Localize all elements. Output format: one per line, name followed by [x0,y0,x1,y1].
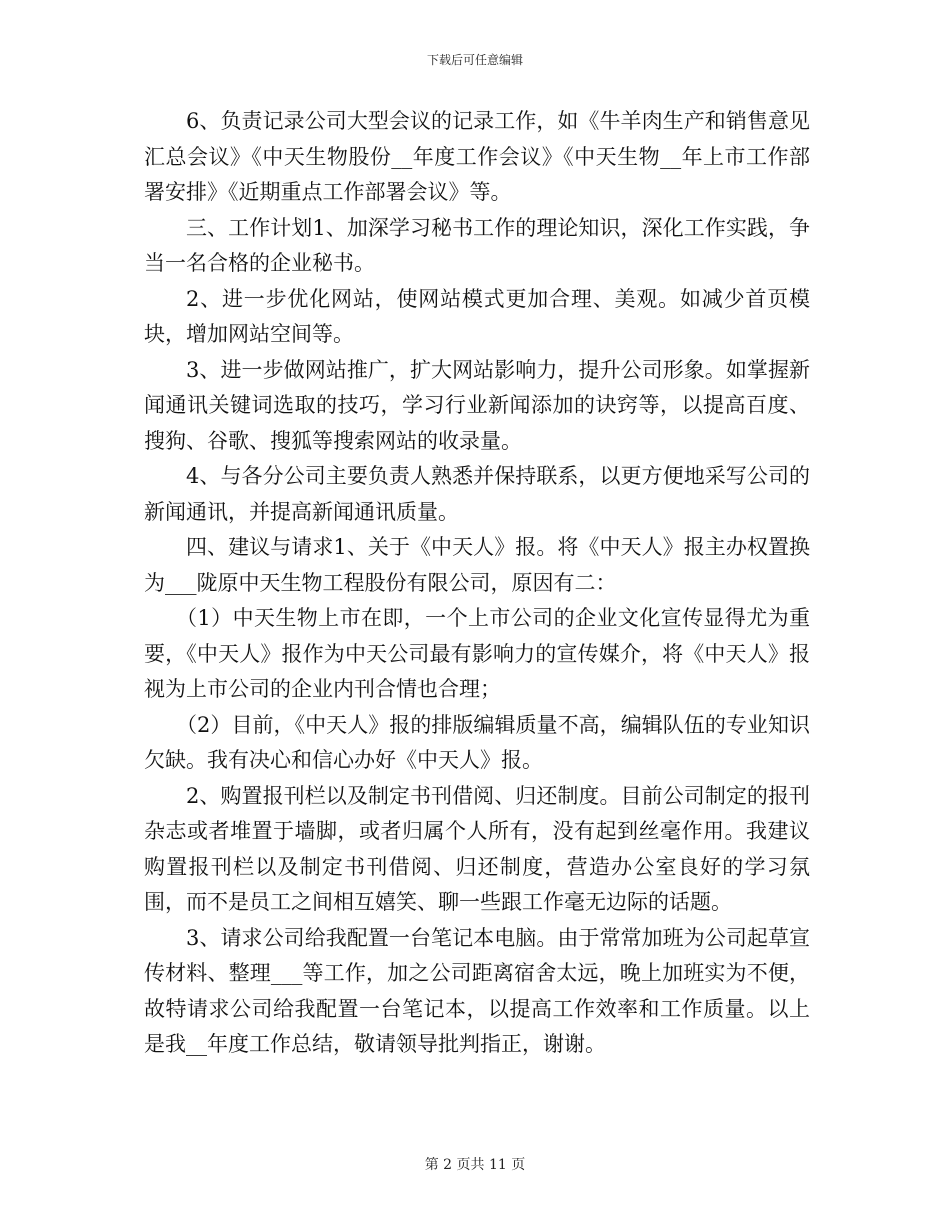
paragraph-meeting-records: 6、负责记录公司大型会议的记录工作，如《牛羊肉生产和销售意见汇总会议》《中天生物股份__年度工作会议》《中天生物__年上市工作部署安排》《近期重点工作部署会议》等。 [144,109,810,204]
paragraph-reason-2: （2）目前，《中天人》报的排版编辑质量不高，编辑队伍的专业知识欠缺。我有决心和信心办好《中天人》报。 [144,712,810,772]
paragraph-reason-1: （1）中天生物上市在即，一个上市公司的企业文化宣传显得尤为重要，《中天人》报作为中天公司最有影响力的宣传媒介，将《中天人》报视为上市公司的企业内刊合情也合理； [144,606,810,701]
paragraph-suggestion-2: 2、购置报刊栏以及制定书刊借阅、归还制度。目前公司制定的报刊杂志或者堆置于墙脚，或者归属个人所有，没有起到丝毫作用。我建议购置报刊栏以及制定书刊借阅、归还制度，营造办公室良好的学习氛围，而不是员工之间相互嬉笑、聊一些跟工作毫无边际的话题。 [144,783,810,914]
page-header: 下载后可任意编辑 [426,53,523,67]
paragraph-work-plan-4: 4、与各分公司主要负责人熟悉并保持联系，以更方便地采写公司的新闻通讯，并提高新闻通讯质量。 [144,464,810,524]
document-body [144,104,810,1063]
paragraph-suggestion-3: 3、请求公司给我配置一台笔记本电脑。由于常常加班为公司起草宣传材料、整理___等工作，加之公司距离宿舍太远，晚上加班实为不便，故特请求公司给我配置一台笔记本，以提高工作效率和工作质量。以上是我__年度工作总结，敬请领导批判指正，谢谢。 [144,925,810,1056]
page-footer: 第 2 页共 11 页 [424,1157,526,1173]
paragraph-suggestion-1: 四、建议与请求1、关于《中天人》报。将《中天人》报主办权置换为___陇原中天生物工程股份有限公司，原因有二： [144,535,810,595]
paragraph-work-plan-1: 三、工作计划1、加深学习秘书工作的理论知识，深化工作实践，争当一名合格的企业秘书。 [144,215,810,275]
paragraph-work-plan-3: 3、进一步做网站推广，扩大网站影响力，提升公司形象。如掌握新闻通讯关键词选取的技巧，学习行业新闻添加的诀窍等，以提高百度、搜狗、谷歌、搜狐等搜索网站的收录量。 [144,357,810,453]
paragraph-work-plan-2: 2、进一步优化网站，使网站模式更加合理、美观。如减少首页模块，增加网站空间等。 [144,286,810,346]
